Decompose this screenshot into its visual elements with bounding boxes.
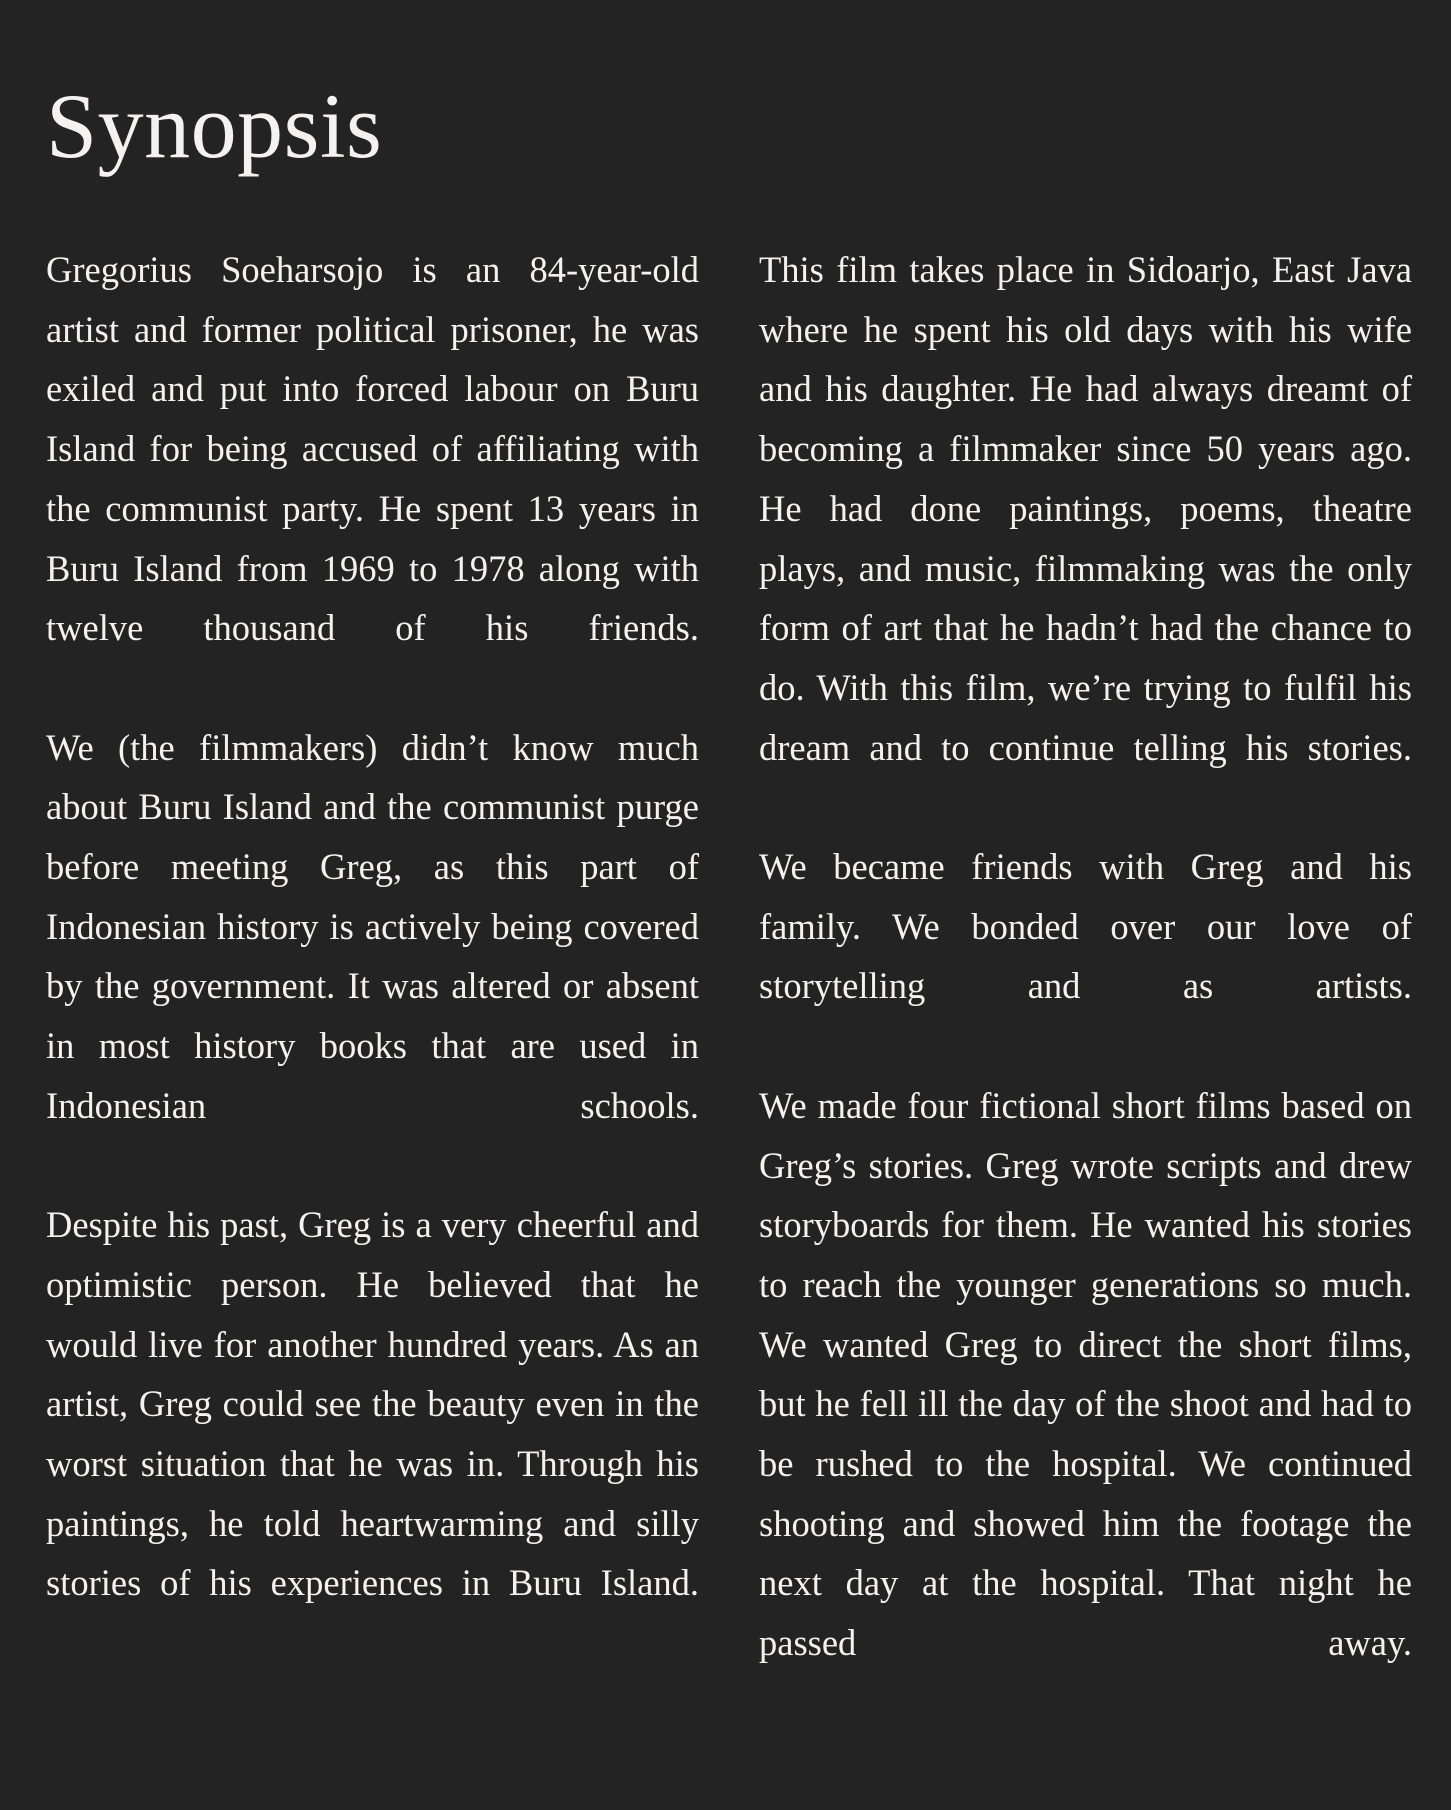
- paragraph-friendship: We became friends with Greg and his family. We bonded over our love of storytelling and as artists.: [759, 846, 1412, 1007]
- paragraph-short-films: We made four fictional short films based on Greg’s stories. Greg wrote scripts and drew storyboards for them. He wanted his stories to reach the younger generations so much. We wanted Greg to direct the short films, but he fell ill the day of the shoot and had to be rushed to the hospital. We continued shooting and showed him the footage the next day at the hospital. That night he passed away.: [759, 1084, 1412, 1664]
- right-column: [759, 240, 1412, 1733]
- paragraph-history: We (the filmmakers) didn’t know much about Buru Island and the communist purge before meeting Greg, as this part of Indonesian history is actively being covered by the government. It was altered or absent in most history books that are used in Indonesian schools.: [46, 726, 699, 1126]
- left-column: [46, 240, 699, 1673]
- paragraph-personality: Despite his past, Greg is a very cheerful and optimistic person. He believed that he would live for another hundred years. As an artist, Greg could see the beauty even in the worst situation that he was in. Through his paintings, he told heartwarming and silly stories of his experiences in Buru Island.: [46, 1204, 699, 1604]
- page-title: Synopsis: [46, 75, 383, 177]
- paragraph-about-greg: Gregorius Soeharsojo is an 84-year-old artist and former political prisoner, he was exiled and put into forced labour on Buru Island for being accused of affiliating with the communist party. He spent 13 years in Buru Island from 1969 to 1978 along with twelve thousand of his friends.: [46, 249, 699, 649]
- paragraph-setting: This film takes place in Sidoarjo, East Java where he spent his old days with his wife and his daughter. He had always dreamt of becoming a filmmaker since 50 years ago. He had done paintings, poems, theatre plays, and music, filmmaking was the only form of art that he hadn’t had the chance to do. With this film, we’re trying to fulfil his dream and to continue telling his stories.: [759, 249, 1412, 768]
